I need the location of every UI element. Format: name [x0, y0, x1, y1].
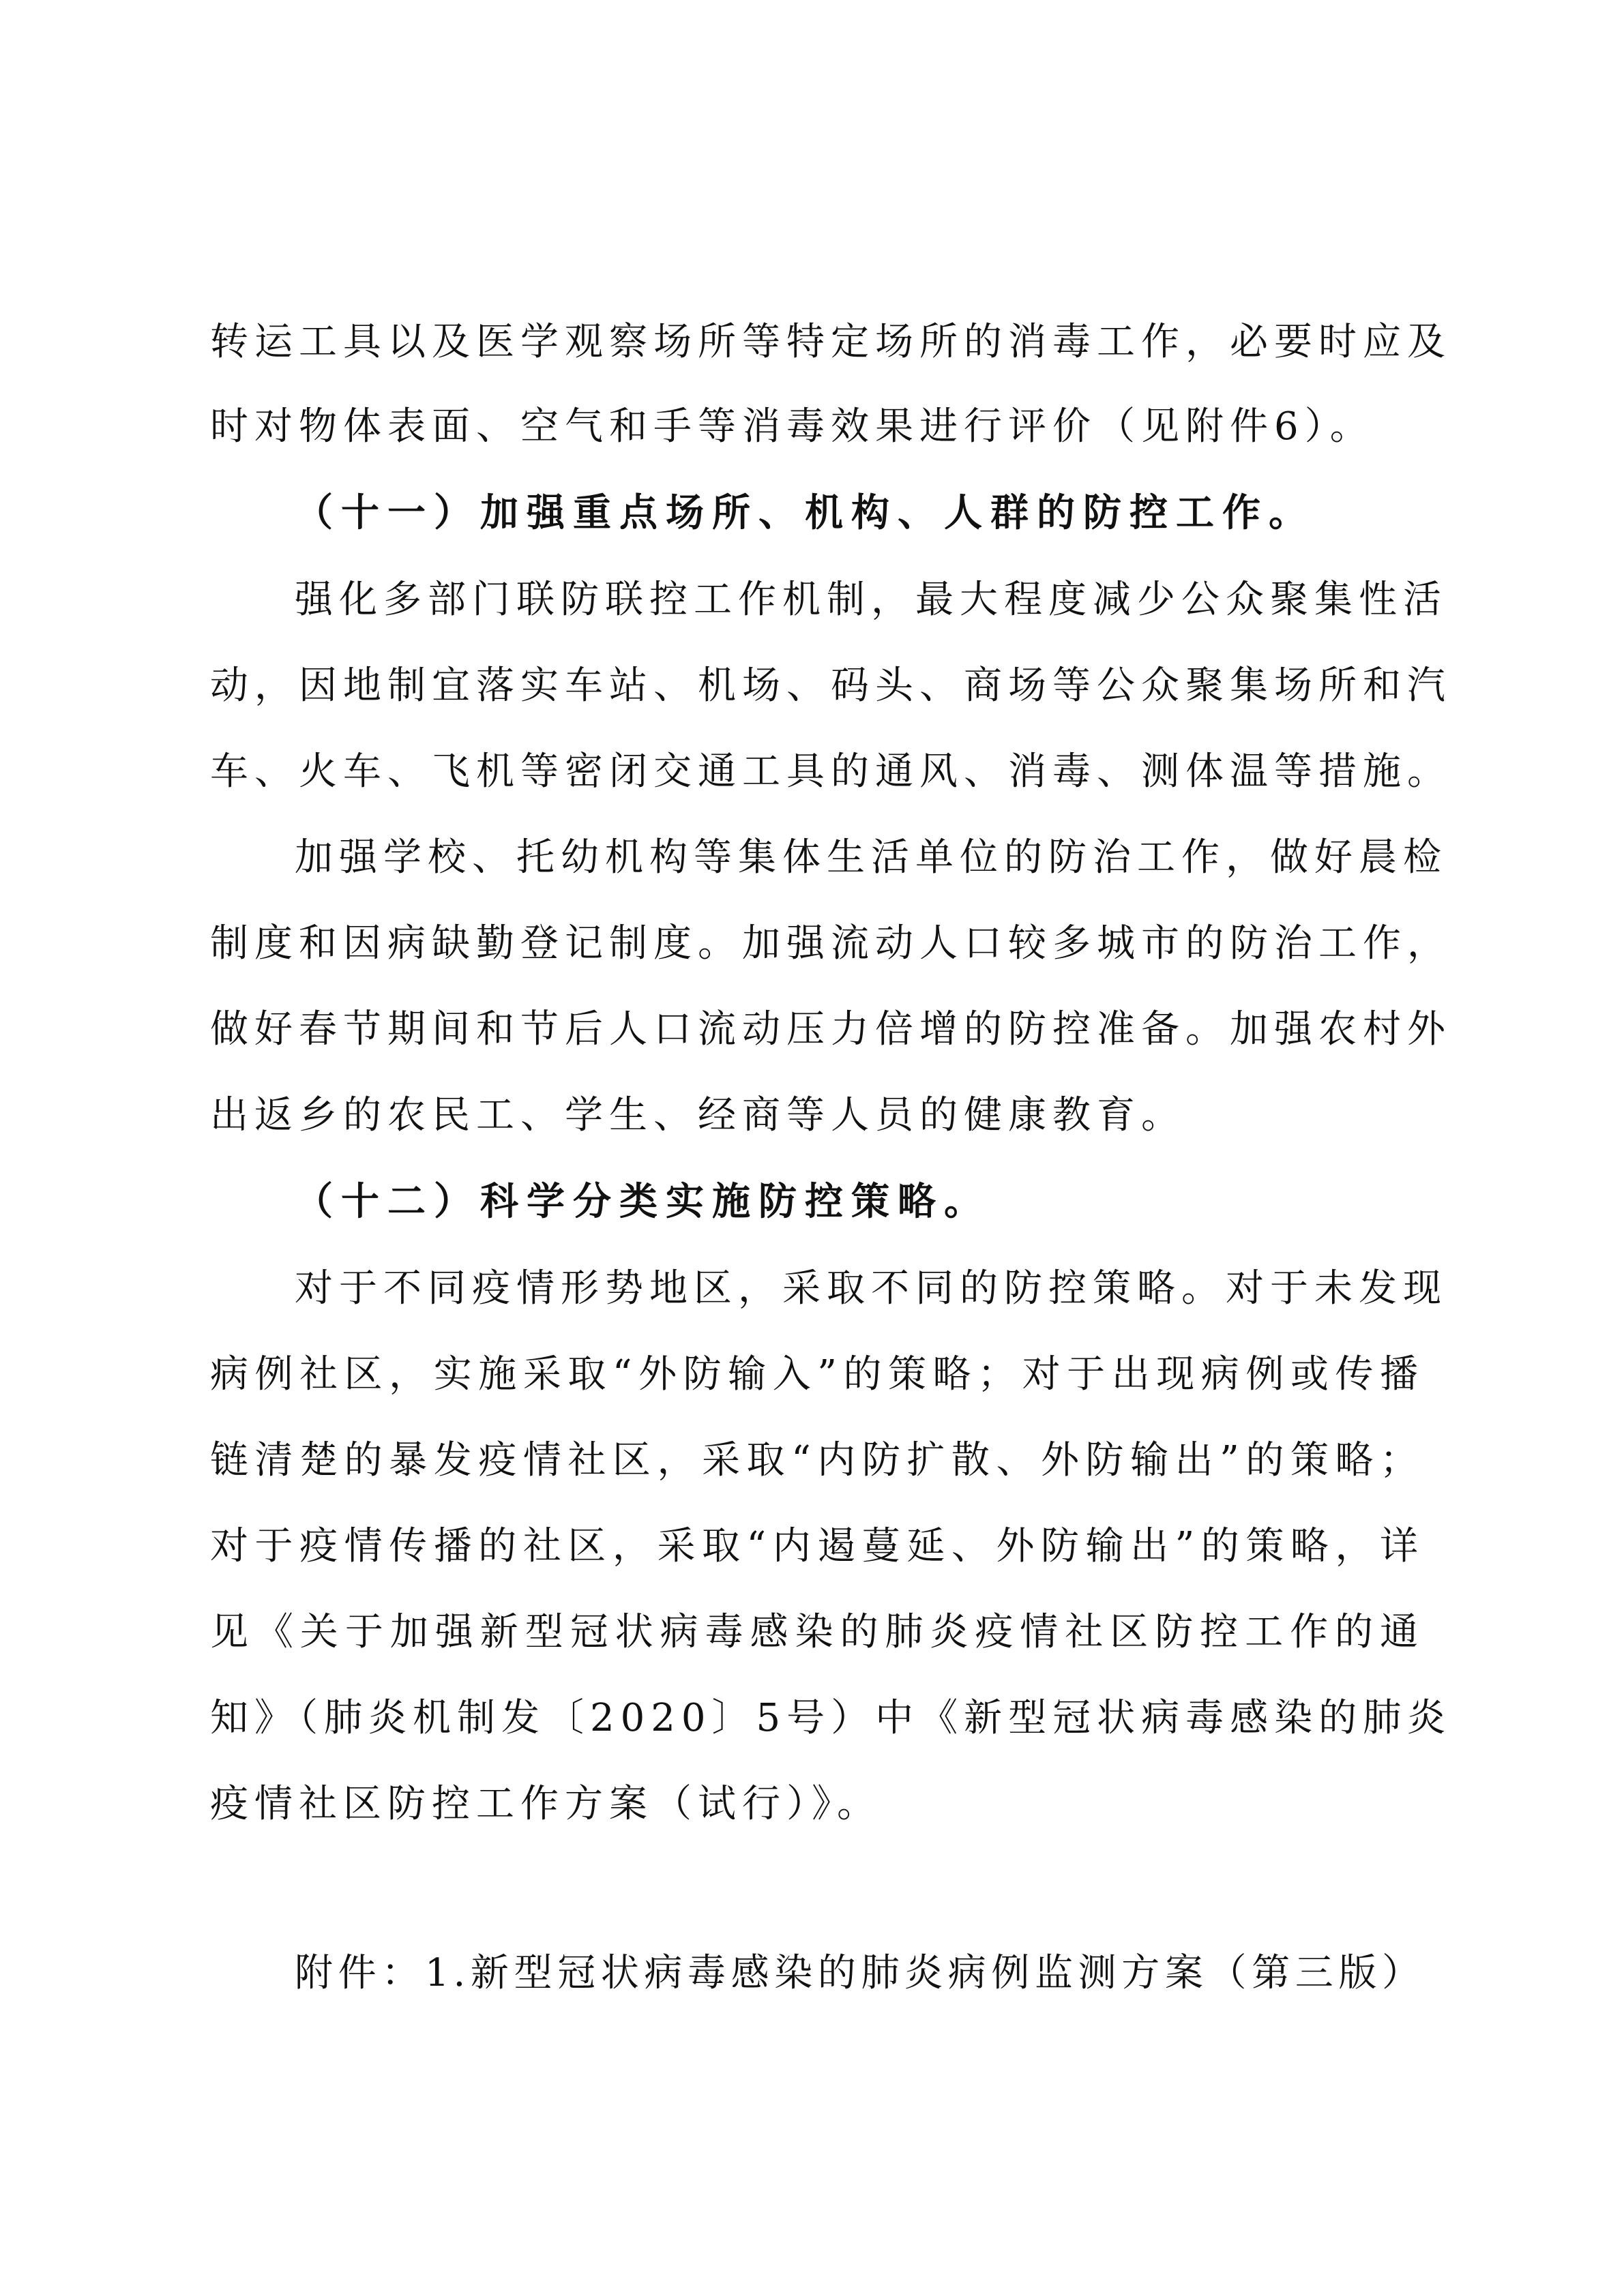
- body-text-line: 制度和因病缺勤登记制度。加强流动人口较多城市的防治工作，: [210, 921, 1451, 966]
- body-text-line: 对于疫情传播的社区，采取“内遏蔓延、外防输出”的策略，详: [210, 1524, 1424, 1568]
- body-text-line: 病例社区，实施采取“外防输入”的策略；对于出现病例或传播: [210, 1352, 1424, 1397]
- body-text-line: 见《关于加强新型冠状病毒感染的肺炎疫情社区防控工作的通: [210, 1610, 1424, 1654]
- body-text-line: 强化多部门联防联控工作机制，最大程度减少公众聚集性活: [295, 578, 1447, 622]
- section-heading-12: （十二）科学分类实施防控策略。: [295, 1179, 990, 1224]
- attachment-line: 附件：1.新型冠状病毒感染的肺炎病例监测方案（第三版）: [295, 1951, 1424, 1995]
- body-text-line: 车、火车、飞机等密闭交通工具的通风、消毒、测体温等措施。: [210, 749, 1451, 794]
- body-text-line: 做好春节期间和节后人口流动压力倍增的防控准备。加强农村外: [210, 1007, 1451, 1052]
- body-text-line: 转运工具以及医学观察场所等特定场所的消毒工作，必要时应及: [210, 320, 1451, 364]
- body-text-line: 链清楚的暴发疫情社区，采取“内防扩散、外防输出”的策略；: [210, 1438, 1424, 1482]
- body-text-line: 对于不同疫情形势地区，采取不同的防控策略。对于未发现: [295, 1266, 1447, 1311]
- section-heading-11: （十一）加强重点场所、机构、人群的防控工作。: [295, 490, 1315, 535]
- body-text-line: 加强学校、托幼机构等集体生活单位的防治工作，做好晨检: [295, 835, 1447, 880]
- body-text-line: 时对物体表面、空气和手等消毒效果进行评价（见附件6）。: [210, 404, 1374, 449]
- body-text-line: 疫情社区防控工作方案（试行）》。: [210, 1782, 881, 1826]
- body-text-line: 出返乡的农民工、学生、经商等人员的健康教育。: [210, 1093, 1185, 1137]
- body-text-line: 知》（肺炎机制发〔2020〕5号）中《新型冠状病毒感染的肺炎: [210, 1696, 1452, 1740]
- body-text-line: 动，因地制宜落实车站、机场、码头、商场等公众聚集场所和汽: [210, 664, 1451, 708]
